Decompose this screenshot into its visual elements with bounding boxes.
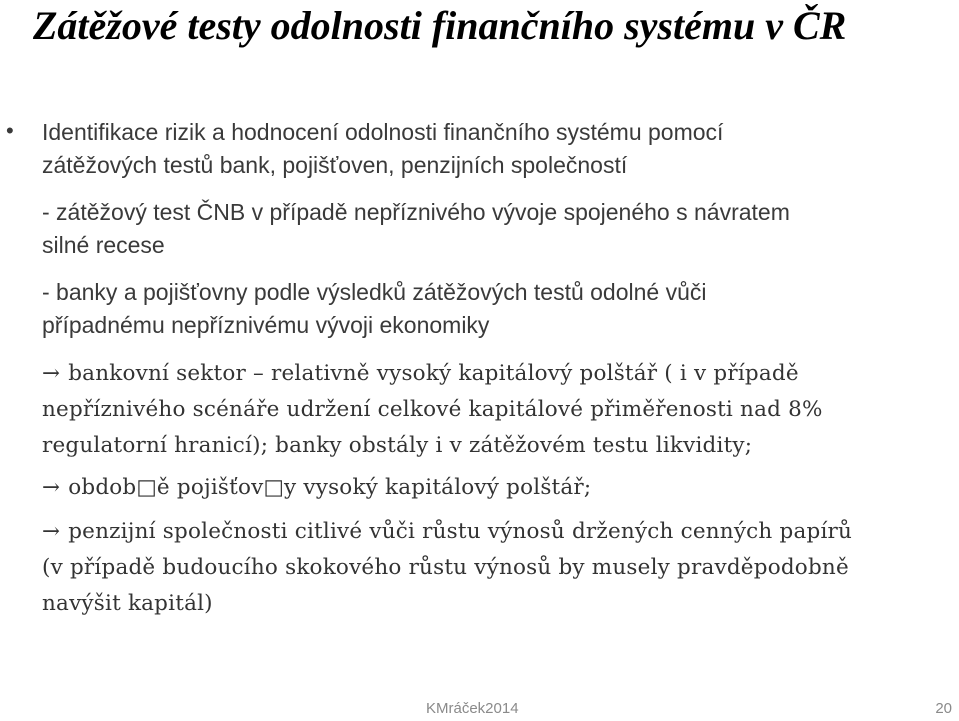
text-line: (v případě budoucího skokového růstu výnosů by musely pravděpodobně [42,555,849,580]
text-line: Identifikace rizik a hodnocení odolnosti finančního systému pomocí [42,119,724,145]
paragraph-penzijni-spolecnosti [42,514,947,622]
text-line: obdob□ě pojišťov□y vysoký kapitálový polštář; [68,475,592,500]
text-line: - banky a pojišťovny podle výsledků zátěžových testů odolné vůči [42,279,707,305]
bullet-icon: • [6,118,14,143]
paragraph-zatezovy-test-cnb [42,196,947,262]
slide-title: Zátěžové testy odolnosti finančního systému v ČR [33,3,847,48]
text-line: navýšit kapitál) [42,591,213,616]
paragraph-pojistovny [42,470,947,506]
text-line-with-arrow [42,514,947,550]
arrow-right-icon: → [42,361,61,386]
footer-author: KMráček2014 [426,700,519,717]
page-number: 20 [935,700,952,717]
paragraph-banky-a-pojistovny [42,276,947,342]
text-line-with-arrow [42,470,947,506]
arrow-right-icon: → [42,519,61,544]
text-line: silné recese [42,232,165,258]
text-line: nepříznivého scénáře udržení celkové kapitálové přiměřenosti nad 8% [42,397,823,422]
text-line: regulatorní hranicí); banky obstály i v zátěžovém testu likvidity; [42,433,753,458]
paragraph-bankovni-sektor [42,356,947,464]
arrow-right-icon: → [42,475,61,500]
text-line: případnému nepříznivému vývoji ekonomiky [42,312,490,338]
paragraph-identifikace [42,116,947,182]
text-line-with-arrow [42,356,947,392]
text-line: zátěžových testů bank, pojišťoven, penzijních společností [42,152,628,178]
text-line: bankovní sektor – relativně vysoký kapitálový polštář ( i v případě [68,361,799,386]
text-line: - zátěžový test ČNB v případě nepříznivého vývoje spojeného s návratem [42,199,790,225]
text-line: penzijní společnosti citlivé vůči růstu výnosů držených cenných papírů [68,519,853,544]
